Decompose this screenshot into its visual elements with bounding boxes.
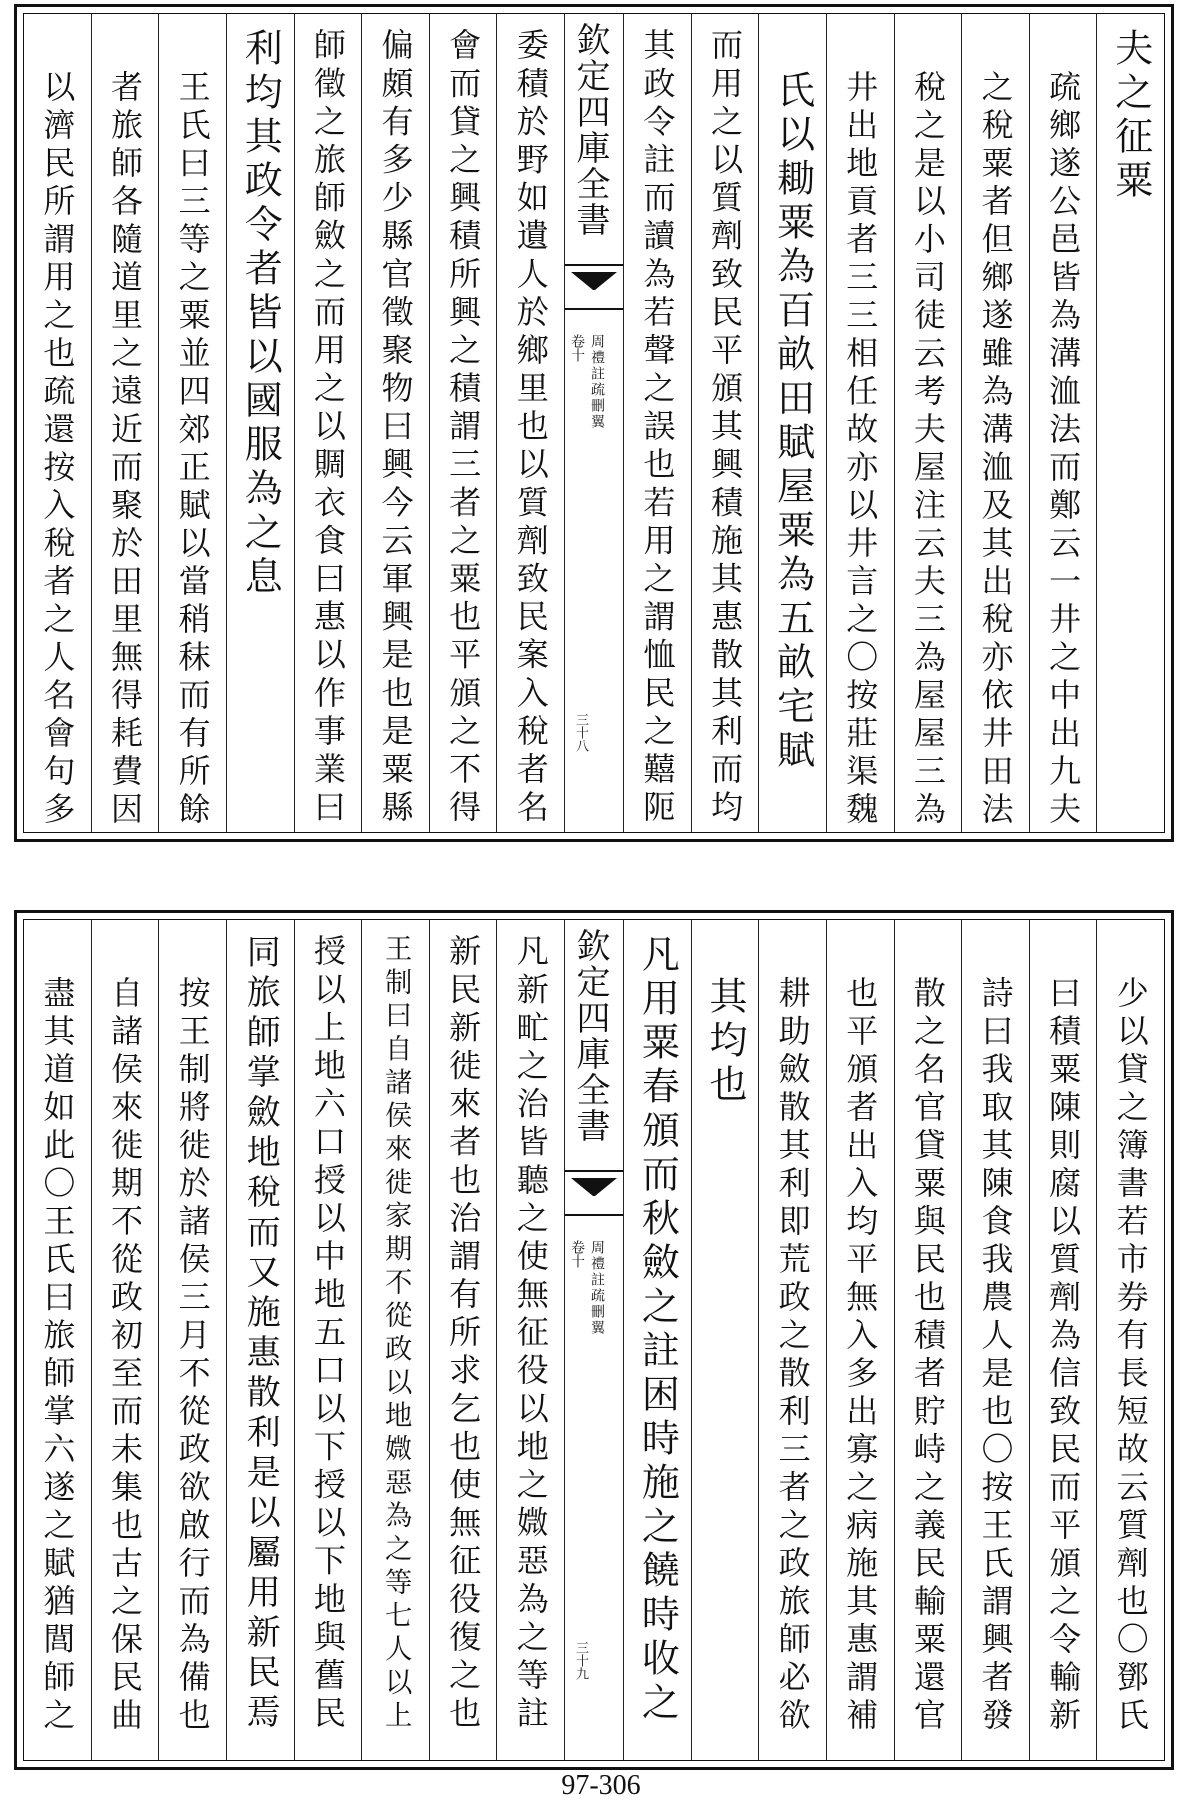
- text-column: [894, 920, 962, 1760]
- column-text: 稅之是以小司徒云考夫屋注云夫三為屋屋三為: [908, 70, 947, 830]
- text-column: [294, 14, 362, 832]
- column-text: 也平頒者出入均平無入多出寡之病施其惠謂補: [841, 976, 880, 1736]
- column-text: 按王制將徙於諸侯三月不從政欲啟行而為備也: [173, 976, 212, 1736]
- column-text: 委積於野如遺人於鄉里也以質劑致民案入稅者名: [511, 28, 550, 828]
- fishtail-ornament: [565, 1170, 623, 1216]
- column-text: 新民新徙來者也治謂有所求乞也使無征役復之也: [444, 934, 483, 1734]
- page-number: 97-306: [561, 1770, 641, 1801]
- text-column: [623, 920, 691, 1760]
- text-column: [361, 920, 429, 1760]
- text-column: [158, 920, 226, 1760]
- text-column: [1029, 920, 1097, 1760]
- text-column: [1096, 14, 1164, 832]
- text-column: [826, 920, 894, 1760]
- text-column: [961, 14, 1029, 832]
- column-text: 自諸侯來徙期不從政初至而未集也古之保民曲: [105, 976, 144, 1736]
- column-text: 散之名官貸粟與民也積者貯峙之義民輸粟還官: [908, 976, 947, 1736]
- text-column: [91, 920, 159, 1760]
- column-text: 而用之以質劑致民平頒其興積施其惠散其利而均: [705, 28, 744, 828]
- bottom-page-frame: [23, 919, 1165, 1761]
- column-text: 詩曰我取其陳食我農人是也〇按王氏謂興者發: [976, 976, 1015, 1736]
- column-text: 少以貸之簿書若市券有長短故云質劑也〇鄧氏: [1111, 976, 1150, 1736]
- column-text: 凡新甿之治皆聽之使無征役以地之媺惡為之等註: [511, 934, 550, 1734]
- column-text: 王氏曰三等之粟並四郊正賦以當稍秣而有所餘: [173, 70, 212, 830]
- text-column: [758, 920, 826, 1760]
- column-text: 疏鄉遂公邑皆為溝洫法而鄭云一井之中出九夫: [1044, 70, 1083, 830]
- work-title: 周禮註疏刪翼: [589, 334, 605, 430]
- column-text: 氏以耡粟為百畝田賦屋粟為五畝宅賦: [770, 70, 815, 774]
- column-text: 曰積粟陳則腐以質劑為信致民而平頒之令輸新: [1044, 976, 1083, 1736]
- text-column: [158, 14, 226, 832]
- column-text: 以濟民所謂用之也疏還按入稅者之人名會句多: [38, 70, 77, 830]
- text-column: [24, 14, 91, 832]
- folio-number: 三十八: [573, 713, 588, 752]
- column-text: 凡用粟春頒而秋斂之註困時施之饒時收之: [635, 934, 680, 1726]
- text-column: [496, 14, 564, 832]
- fishtail-ornament: [565, 264, 623, 310]
- center-fold: [564, 920, 623, 1760]
- text-column: [691, 14, 759, 832]
- text-column: [826, 14, 894, 832]
- column-text: 偏頗有多少縣官徵聚物曰興今云軍興是也是粟縣: [376, 28, 415, 828]
- center-fold: [564, 14, 623, 832]
- column-text: 耕助斂散其利即荒政之散利三者之政旅師必欲: [773, 976, 812, 1736]
- column-text: 同旅師掌斂地稅而又施惠散利是以屬用新民焉: [240, 934, 281, 1734]
- column-text: 師徵之旅師斂之而用之以賙衣食曰惠以作事業曰: [308, 28, 347, 828]
- column-text: 利均其政令者皆以國服為之息: [238, 28, 283, 600]
- column-text: 其均也: [702, 976, 747, 1108]
- text-column: [429, 920, 497, 1760]
- text-column: [691, 920, 759, 1760]
- text-column: [623, 14, 691, 832]
- column-text: 會而貸之興積所興之積謂三者之粟也平頒之不得: [444, 28, 483, 828]
- text-column: [226, 14, 294, 832]
- book-title: 欽定四庫全書: [570, 22, 610, 238]
- bottom-page: [14, 910, 1174, 1770]
- column-text: 者旅師各隨道里之遠近而聚於田里無得耗費因: [105, 70, 144, 830]
- text-column: [361, 14, 429, 832]
- text-column: [1029, 14, 1097, 832]
- book-title: 欽定四庫全書: [570, 928, 610, 1144]
- text-column: [758, 14, 826, 832]
- work-title: 周禮註疏刪翼: [589, 1240, 605, 1336]
- column-text: 盡其道如此〇王氏曰旅師掌六遂之賦猶閭師之: [38, 976, 77, 1736]
- top-page-columns: [24, 14, 1164, 832]
- text-column: [1096, 920, 1164, 1760]
- column-text: 王制曰自諸侯來徙家期不從政以地媺惡為之等七人以上: [380, 934, 412, 1734]
- folio-number: 三十九: [573, 1641, 588, 1680]
- text-column: [496, 920, 564, 1760]
- text-column: [226, 920, 294, 1760]
- column-text: 井出地貢者三三相任故亦以井言之〇按莊渠魏: [841, 70, 880, 830]
- volume-number: 卷十: [569, 1240, 585, 1268]
- column-text: 授以上地六口授以中地五口以下授以下地與舊民: [308, 934, 347, 1734]
- text-column: [24, 920, 91, 1760]
- text-column: [91, 14, 159, 832]
- bottom-page-columns: [24, 920, 1164, 1760]
- text-column: [961, 920, 1029, 1760]
- text-column: [429, 14, 497, 832]
- column-text: 夫之征粟: [1108, 28, 1153, 204]
- text-column: [894, 14, 962, 832]
- top-page-frame: [23, 13, 1165, 833]
- text-column: [294, 920, 362, 1760]
- top-page: [14, 4, 1174, 842]
- volume-number: 卷十: [569, 334, 585, 362]
- column-text: 之稅粟者但鄉遂雖為溝洫及其出稅亦依井田法: [976, 70, 1015, 830]
- column-text: 其政令註而讀為若聲之誤也若用之謂恤民之囏阨: [638, 28, 677, 828]
